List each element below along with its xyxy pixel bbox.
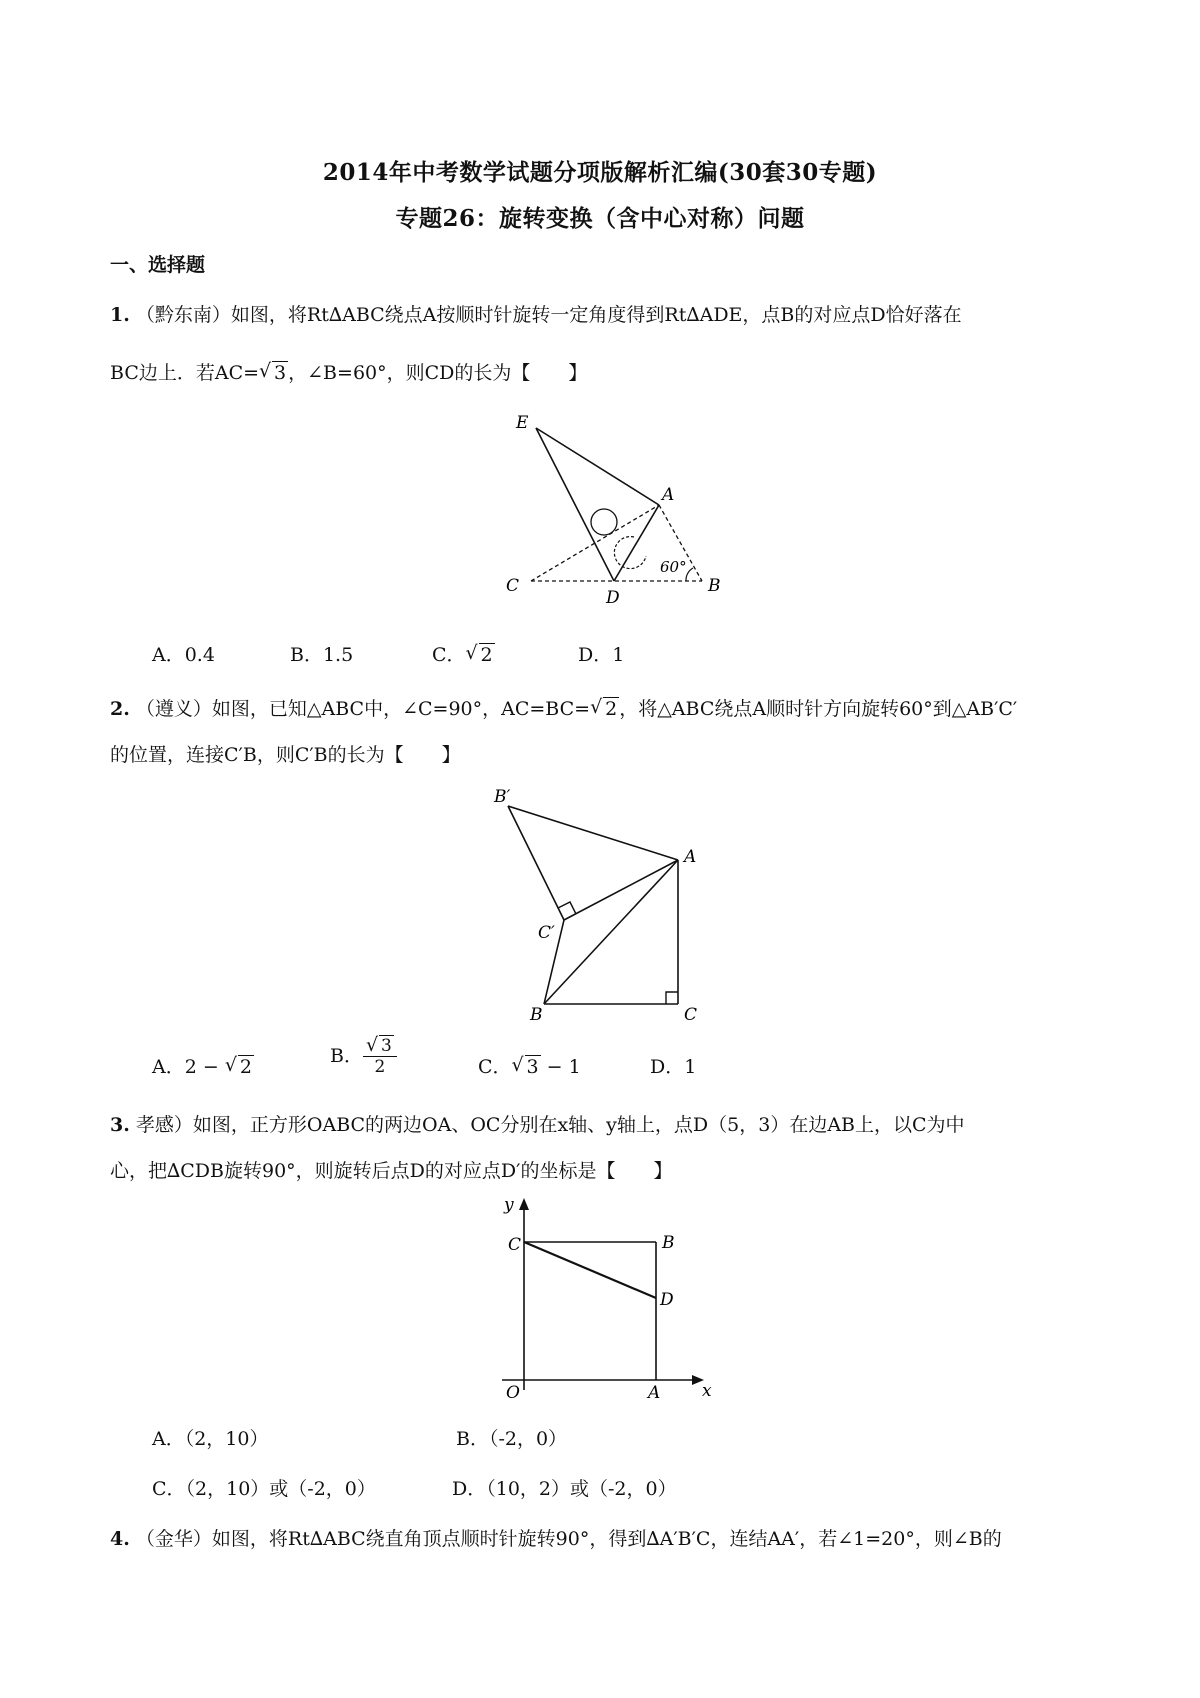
- q2-option-b-prefix: B．: [330, 1044, 363, 1067]
- question-2-figure: [486, 784, 716, 1024]
- label-C: C: [508, 1235, 522, 1255]
- question-1-line-2: [110, 358, 587, 385]
- question-3-figure: [490, 1194, 730, 1404]
- question-3-number: 3.: [110, 1114, 130, 1136]
- label-angle-60: 60°: [660, 558, 687, 576]
- label-A: A: [684, 847, 697, 867]
- label-O: O: [506, 1383, 520, 1403]
- q2-option-c-suffix: − 1: [540, 1056, 581, 1078]
- sqrt-symbol: [366, 1036, 394, 1056]
- sqrt-symbol: [225, 1056, 254, 1078]
- question-1-figure: [486, 408, 736, 608]
- q3-option-c[interactable]: C．（2，10）或（-2，0）: [152, 1478, 376, 1500]
- sqrt-symbol: [466, 644, 495, 666]
- document-title: 2014年中考数学试题分项版解析汇编(30套30专题): [322, 159, 878, 186]
- label-B: B: [662, 1233, 675, 1253]
- q3-option-b[interactable]: B．（-2，0）: [456, 1428, 568, 1450]
- q1-option-d[interactable]: D．1: [578, 644, 625, 666]
- q2-option-d[interactable]: D．1: [650, 1056, 697, 1078]
- question-2-line-2: 的位置，连接C′B，则C′B的长为【 】: [110, 744, 461, 766]
- label-E: E: [516, 413, 529, 433]
- question-1-text: （黔东南）如图，将Rt∆ABC绕点A按顺时针旋转一定角度得到Rt∆ADE，点B的对应点D恰好落在: [135, 304, 962, 326]
- q2-option-c-prefix: C．: [478, 1056, 512, 1078]
- document-subtitle: 专题26：旋转变换（含中心对称）问题: [395, 205, 805, 232]
- label-D: D: [660, 1290, 674, 1310]
- q3-option-a[interactable]: A．（2，10）: [152, 1428, 269, 1450]
- label-x: x: [702, 1381, 712, 1401]
- label-B-prime: B′: [494, 787, 511, 807]
- fraction: [363, 1036, 397, 1078]
- question-2-text-b: ，将△ABC绕点A顺时针方向旋转60°到△AB′C′: [619, 698, 1018, 720]
- question-2-line-1: [110, 694, 1017, 721]
- question-1-text-a: BC边上．若AC=: [110, 362, 260, 384]
- q1-option-c[interactable]: [432, 640, 495, 667]
- label-A: A: [662, 485, 675, 505]
- question-3-line-2: 心，把∆CDB旋转90°，则旋转后点D的对应点D′的坐标是【 】: [110, 1160, 673, 1182]
- label-C-prime: C′: [538, 923, 555, 943]
- question-1-number: 1.: [110, 304, 130, 326]
- question-3-text: 孝感）如图，正方形OABC的两边OA、OC分别在x轴、y轴上，点D（5，3）在边AB上，以C为中: [135, 1114, 965, 1136]
- label-B: B: [530, 1005, 543, 1024]
- question-4-line-1: [110, 1524, 1002, 1551]
- sqrt-radicand: 2: [480, 644, 493, 666]
- question-1-text-b: ，∠B=60°，则CD的长为【 】: [288, 362, 588, 384]
- sqrt-radicand: 2: [239, 1056, 252, 1078]
- question-4-number: 4.: [110, 1528, 130, 1550]
- sqrt-symbol: [512, 1056, 541, 1078]
- q2-option-a[interactable]: [152, 1052, 254, 1079]
- sqrt-symbol: [259, 362, 288, 384]
- question-4-text: （金华）如图，将Rt∆ABC绕直角顶点顺时针旋转90°，得到∆A′B′C，连结AA′，若∠1=20°，则∠B的: [135, 1528, 1002, 1550]
- sqrt-radicand: 3: [526, 1056, 539, 1078]
- q3-option-d[interactable]: D．（10，2）或（-2，0）: [452, 1478, 677, 1500]
- question-3-line-1: [110, 1110, 965, 1137]
- label-C: C: [684, 1005, 698, 1024]
- sqrt-radicand: 3: [274, 362, 287, 384]
- label-C: C: [506, 576, 520, 596]
- question-2-number: 2.: [110, 698, 130, 720]
- sqrt-radicand: 3: [380, 1036, 392, 1056]
- label-B: B: [708, 576, 721, 596]
- q1-option-b[interactable]: B．1.5: [290, 644, 354, 666]
- q1-option-a[interactable]: A．0.4: [152, 644, 215, 666]
- q1-option-c-prefix: C．: [432, 644, 466, 666]
- q2-option-c[interactable]: [478, 1052, 581, 1079]
- fraction-denominator: 2: [374, 1057, 386, 1078]
- sqrt-symbol: [590, 698, 619, 720]
- question-1-line-1: [110, 300, 962, 327]
- q2-option-a-prefix: A．2 −: [152, 1056, 225, 1078]
- section-heading: 一、选择题: [110, 254, 206, 276]
- label-y: y: [504, 1195, 514, 1215]
- label-A: A: [648, 1383, 661, 1403]
- sqrt-radicand: 2: [605, 698, 618, 720]
- question-2-text-a: （遵义）如图，已知△ABC中，∠C=90°，AC=BC=: [135, 698, 591, 720]
- label-D: D: [606, 588, 620, 608]
- q2-option-b[interactable]: [330, 1036, 397, 1078]
